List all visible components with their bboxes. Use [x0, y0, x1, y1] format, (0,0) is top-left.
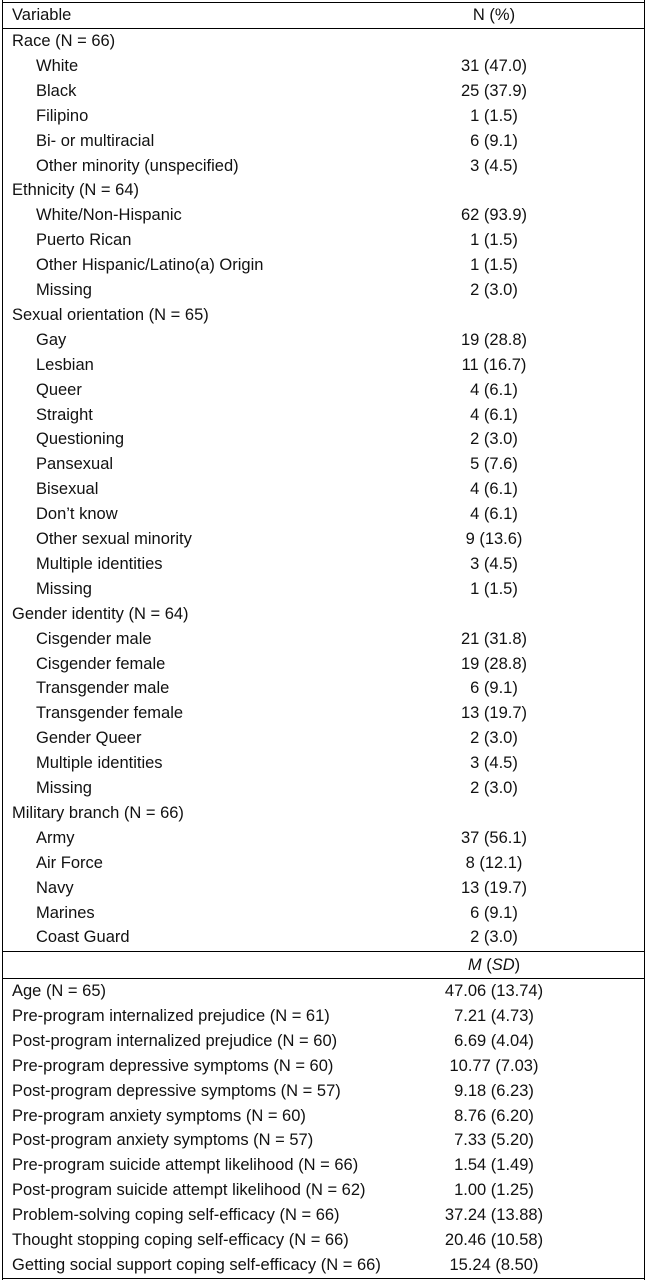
- table-row: [0, 353, 646, 378]
- row-value: 62 (93.9): [460, 206, 528, 225]
- table-row: [0, 627, 646, 652]
- table-row: [0, 826, 646, 851]
- table-row: [0, 427, 646, 452]
- row-value: 8.76 (6.20): [454, 1106, 534, 1125]
- row-value: 3 (4.5): [470, 754, 518, 773]
- row-label: Missing: [36, 281, 92, 299]
- row-value: 4 (6.1): [470, 405, 518, 424]
- row-label: White: [36, 56, 79, 75]
- row-value: 4 (6.1): [470, 380, 518, 399]
- row-value: 37.24 (13.88): [444, 1206, 544, 1225]
- row-label: Pansexual: [36, 455, 114, 474]
- table-row: [0, 676, 646, 701]
- row-label: Thought stopping coping self-efficacy (N = 66): [12, 1231, 349, 1249]
- row-value: 2 (3.0): [470, 928, 518, 947]
- table-row: [0, 901, 646, 926]
- category-heading: Ethnicity (N = 64): [12, 181, 140, 200]
- row-label: Cisgender male: [36, 629, 152, 648]
- row-value: 31 (47.0): [460, 56, 528, 75]
- table-row: [0, 328, 646, 353]
- table-row: [0, 979, 646, 1004]
- table-row: [0, 751, 646, 776]
- table-row: [0, 228, 646, 253]
- row-label: Gay: [36, 330, 67, 349]
- table-row: [0, 29, 646, 54]
- row-label: Missing: [36, 779, 92, 797]
- row-label: Other minority (unspecified): [36, 156, 239, 175]
- row-label: Marines: [36, 903, 95, 922]
- row-value: 7.33 (5.20): [454, 1131, 534, 1150]
- row-value: 6.69 (4.04): [454, 1031, 534, 1050]
- table-row: [0, 602, 646, 627]
- row-value: 6 (9.1): [470, 679, 518, 698]
- row-label: Pre-program internalized prejudice (N = 61): [12, 1006, 330, 1025]
- row-label: Pre-program depressive symptoms (N = 60): [12, 1056, 334, 1075]
- row-label: Straight: [36, 405, 93, 424]
- table-row: [0, 1104, 646, 1129]
- table-row: [0, 1228, 646, 1253]
- table-row: [0, 876, 646, 901]
- table-row: [0, 253, 646, 278]
- row-label: Coast Guard: [36, 928, 130, 947]
- row-label: Age (N = 65): [12, 982, 107, 1000]
- row-label: Army: [36, 828, 75, 847]
- table-row: [0, 129, 646, 154]
- table-row: [0, 178, 646, 203]
- table-row: [0, 54, 646, 79]
- table-row: [0, 1128, 646, 1153]
- mean-symbol: M: [467, 956, 482, 974]
- row-value: 4 (6.1): [470, 505, 518, 524]
- row-value: 2 (3.0): [470, 430, 518, 449]
- row-value: 20.46 (10.58): [444, 1231, 544, 1249]
- row-value: 19 (28.8): [460, 654, 528, 673]
- category-heading: Sexual orientation (N = 65): [12, 305, 209, 324]
- table-row: [0, 1253, 646, 1278]
- row-value: 3 (4.5): [470, 156, 518, 175]
- table-row: [0, 527, 646, 552]
- table-header-row: [0, 3, 646, 28]
- row-label: Multiple identities: [36, 554, 163, 573]
- table-row: [0, 154, 646, 179]
- table-row: [0, 1153, 646, 1178]
- row-label: Post-program suicide attempt likelihood (N = 62): [12, 1181, 366, 1200]
- row-value: 4 (6.1): [470, 480, 518, 499]
- row-value: 7.21 (4.73): [454, 1006, 534, 1025]
- row-value: 13 (19.7): [460, 878, 528, 897]
- row-value: 13 (19.7): [460, 704, 528, 723]
- table-bottom-rule: [2, 1278, 644, 1279]
- row-label: Cisgender female: [36, 654, 166, 673]
- table-row: [0, 104, 646, 129]
- row-value: 1 (1.5): [470, 579, 518, 598]
- table-row: [0, 925, 646, 950]
- continuous-header-row: [0, 953, 646, 978]
- row-value: 9.18 (6.23): [454, 1081, 534, 1100]
- sd-symbol: SD: [491, 956, 515, 974]
- mean-sd-column-header: M (SD): [467, 956, 521, 974]
- table-row: [0, 378, 646, 403]
- row-label: Other sexual minority: [36, 530, 192, 548]
- table-row: [0, 403, 646, 428]
- table-row: [0, 1004, 646, 1029]
- table-row: [0, 1029, 646, 1054]
- row-label: Problem-solving coping self-efficacy (N = 66): [12, 1206, 340, 1225]
- table-row: [0, 801, 646, 826]
- table-row: [0, 1178, 646, 1203]
- row-value: 1.00 (1.25): [454, 1181, 534, 1200]
- row-label: Queer: [36, 380, 82, 399]
- row-value: 1 (1.5): [470, 106, 518, 125]
- row-value: 37 (56.1): [460, 828, 528, 847]
- table-row: [0, 1079, 646, 1104]
- table-row: [0, 278, 646, 303]
- category-heading: Gender identity (N = 64): [12, 604, 189, 623]
- row-label: Post-program anxiety symptoms (N = 57): [12, 1131, 314, 1150]
- table-row: [0, 726, 646, 751]
- row-label: White/Non-Hispanic: [36, 206, 182, 225]
- row-label: Filipino: [36, 106, 89, 125]
- row-label: Getting social support coping self-efficacy (N = 66): [12, 1255, 381, 1274]
- row-value: 6 (9.1): [470, 903, 518, 922]
- table-row: [0, 203, 646, 228]
- row-label: Air Force: [36, 853, 103, 872]
- row-label: Missing: [36, 579, 92, 598]
- row-label: Post-program depressive symptoms (N = 57): [12, 1081, 341, 1100]
- row-label: Other Hispanic/Latino(a) Origin: [36, 256, 264, 275]
- row-label: Gender Queer: [36, 729, 142, 748]
- row-value: 47.06 (13.74): [444, 982, 544, 1000]
- row-value: 3 (4.5): [470, 554, 518, 573]
- table-row: [0, 652, 646, 677]
- row-label: Questioning: [36, 430, 125, 449]
- row-label: Transgender female: [36, 704, 184, 723]
- table-row: [0, 502, 646, 527]
- row-label: Lesbian: [36, 355, 94, 374]
- row-label: Black: [36, 81, 77, 100]
- table-row: [0, 701, 646, 726]
- table-row: [0, 1054, 646, 1079]
- row-value: 2 (3.0): [470, 281, 518, 299]
- row-label: Bisexual: [36, 480, 99, 499]
- n-percent-column-header: N (%): [472, 6, 516, 24]
- category-heading: Race (N = 66): [12, 32, 116, 50]
- row-value: 1.54 (1.49): [454, 1156, 534, 1175]
- table-row: [0, 477, 646, 502]
- row-label: Pre-program suicide attempt likelihood (N = 66): [12, 1156, 359, 1175]
- table-row: [0, 79, 646, 104]
- row-label: Multiple identities: [36, 754, 163, 773]
- row-value: 9 (13.6): [465, 530, 523, 548]
- table-row: [0, 776, 646, 801]
- row-label: Puerto Rican: [36, 231, 132, 250]
- row-label: Don’t know: [36, 505, 118, 524]
- table-row: [0, 1203, 646, 1228]
- row-value: 21 (31.8): [460, 629, 528, 648]
- table-row: [0, 552, 646, 577]
- table-row: [0, 303, 646, 328]
- row-value: 25 (37.9): [460, 81, 528, 100]
- row-value: 11 (16.7): [461, 355, 527, 374]
- row-label: Pre-program anxiety symptoms (N = 60): [12, 1106, 306, 1125]
- row-value: 1 (1.5): [470, 256, 518, 275]
- section-divider-rule: [2, 951, 644, 952]
- row-value: 5 (7.6): [470, 455, 518, 474]
- row-value: 8 (12.1): [465, 853, 523, 872]
- table-row: [0, 851, 646, 876]
- table-row: [0, 452, 646, 477]
- variable-column-header: Variable: [12, 6, 72, 24]
- row-value: 10.77 (7.03): [449, 1056, 539, 1075]
- row-value: 2 (3.0): [470, 729, 518, 748]
- table-row: [0, 577, 646, 602]
- row-label: Navy: [36, 878, 74, 897]
- row-value: 6 (9.1): [470, 131, 518, 150]
- row-value: 2 (3.0): [470, 779, 518, 797]
- row-value: 15.24 (8.50): [449, 1255, 539, 1274]
- row-label: Post-program internalized prejudice (N = 60): [12, 1031, 338, 1050]
- row-value: 1 (1.5): [470, 231, 518, 250]
- row-label: Transgender male: [36, 679, 170, 698]
- category-heading: Military branch (N = 66): [12, 803, 184, 822]
- row-label: Bi- or multiracial: [36, 131, 155, 150]
- row-value: 19 (28.8): [460, 330, 528, 349]
